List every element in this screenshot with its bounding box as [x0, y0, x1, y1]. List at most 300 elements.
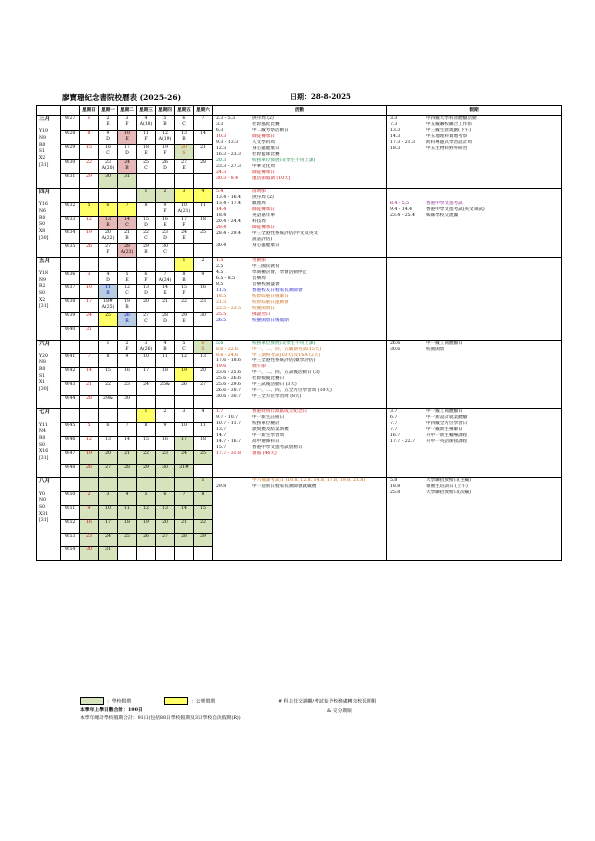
- day-number: 20: [105, 450, 111, 456]
- header-week: [61, 106, 80, 116]
- cycle-day-label: E: [163, 222, 167, 228]
- day-number: 25: [200, 230, 206, 236]
- day-number: 29: [86, 174, 92, 180]
- day-number: 27: [105, 244, 111, 250]
- day-number: 14: [181, 505, 187, 511]
- holiday-text: 香港中學文憑考試: [426, 200, 463, 206]
- day-number: 14: [86, 368, 92, 374]
- month-stat: [31]: [39, 304, 49, 310]
- day-cell: [80, 271, 99, 285]
- day-number: 16: [162, 437, 168, 443]
- week-number: W46: [61, 437, 80, 451]
- day-number: 11: [124, 505, 130, 511]
- holiday-text: 中四級大學科普體驗活動: [426, 116, 477, 121]
- day-cell: [156, 230, 175, 244]
- day-number: 24: [86, 313, 92, 318]
- day-number: 27: [181, 159, 187, 165]
- activity-text: 香港中學文憑考試放榜日: [252, 445, 303, 451]
- public-holiday-label: ：公眾假期: [191, 699, 216, 705]
- month-stat: S0: [39, 442, 46, 448]
- day-number: 27: [200, 381, 206, 387]
- day-number: 18: [124, 519, 130, 525]
- day-cell: [194, 547, 213, 561]
- month-stat: S0: [39, 291, 46, 297]
- activity-text: 供序周 (2): [252, 116, 274, 121]
- day-number: 17: [105, 519, 111, 525]
- day-number: 9: [163, 423, 167, 429]
- activity-date: 13.4 - 17.4: [216, 200, 241, 206]
- week-number: W53: [61, 533, 80, 547]
- day-number: 28: [181, 533, 187, 539]
- day-cell: [99, 340, 118, 354]
- day-number: 8: [182, 271, 186, 277]
- holiday-text: 中一級工商體驗日: [426, 340, 463, 346]
- day-cell: [118, 409, 137, 423]
- day-cell: [156, 326, 175, 340]
- month-stat: N9: [39, 135, 46, 141]
- day-cell: [175, 230, 194, 244]
- activity-text: 中一迎新日暨家長教師會就職禮: [252, 484, 317, 490]
- activity-text: 學期檢討會，學會活動停止: [252, 269, 308, 275]
- day-number: 24: [143, 381, 149, 387]
- holiday-date: 25.8: [390, 490, 401, 496]
- day-cell: [175, 395, 194, 409]
- day-number: 17: [86, 299, 92, 305]
- day-number: 5: [87, 423, 91, 429]
- holiday-text: 中一新設計就業體驗: [426, 415, 468, 421]
- day-cell: [194, 299, 213, 313]
- day-cell: [194, 145, 213, 160]
- cycle-day-label: D: [144, 222, 148, 228]
- day-cell: [118, 423, 137, 437]
- day-cell: [118, 381, 137, 395]
- day-number: 2: [106, 116, 110, 121]
- day-number: 14: [124, 216, 130, 222]
- cycle-day-label: D: [106, 136, 110, 142]
- activity-text: 中三全港性系統評估(中文及英文: [252, 230, 319, 236]
- month-cell: [37, 188, 61, 257]
- month-cell: [37, 116, 61, 189]
- day-cell: [80, 464, 99, 478]
- day-cell: [137, 130, 156, 145]
- day-cell: [194, 492, 213, 506]
- day-number: 15: [181, 285, 187, 291]
- activity-text: 校際綜藝日運動會: [252, 299, 289, 305]
- day-number: 23: [105, 159, 111, 165]
- activity-text: 科技周: [252, 218, 266, 224]
- calendar-row: [37, 257, 562, 264]
- holiday-date: 7.7: [390, 427, 398, 433]
- legend: [80, 697, 550, 707]
- column-header: 星期四: [156, 106, 175, 116]
- month-stat: N0: [39, 498, 46, 504]
- day-number: 6: [182, 116, 186, 121]
- day-number: 3: [87, 271, 91, 277]
- day-cell: [99, 244, 118, 258]
- day-cell: [80, 395, 99, 409]
- day-number: 14: [200, 130, 206, 136]
- school-holiday-swatch: [80, 697, 104, 705]
- day-cell: [194, 230, 213, 244]
- day-cell: [175, 159, 194, 174]
- cycle-day-label: C: [182, 121, 186, 127]
- day-cell: [194, 313, 213, 327]
- day-cell: [137, 519, 156, 533]
- day-number: 12: [86, 216, 92, 222]
- activity-text: 中一、二、四、五全方位學習周 (10天): [252, 388, 332, 394]
- month-stat: X8: [39, 228, 46, 234]
- day-cell: [80, 478, 99, 492]
- day-number: 16: [124, 368, 130, 374]
- holiday-date: 3.7: [390, 409, 398, 415]
- day-number: 23: [86, 533, 92, 539]
- day-cell: [194, 519, 213, 533]
- day-cell: [175, 478, 194, 492]
- day-number: 19: [86, 230, 92, 236]
- holiday-date: 30.6: [390, 346, 401, 352]
- week-number: W27: [61, 116, 80, 131]
- day-number: 7: [87, 354, 91, 360]
- month-stats: [39, 423, 60, 463]
- day-number: 30: [105, 174, 111, 180]
- month-stat: [30]: [39, 387, 49, 393]
- day-cell: [137, 313, 156, 327]
- day-cell: [156, 174, 175, 189]
- day-number: 18#: [103, 299, 113, 305]
- day-number: 13: [162, 505, 168, 511]
- holiday-date: 14.3: [390, 133, 401, 139]
- day-cell: [156, 145, 175, 160]
- day-cell: [156, 271, 175, 285]
- day-number: 8: [106, 354, 110, 360]
- week-number: W42: [61, 368, 80, 382]
- day-cell: [80, 216, 99, 230]
- day-number: 20: [143, 299, 149, 305]
- day-cell: [118, 326, 137, 340]
- day-cell: [156, 533, 175, 547]
- cycle-day-label: D: [144, 291, 148, 297]
- day-cell: [156, 257, 175, 271]
- day-number: 21: [162, 299, 168, 305]
- cycle-day-label: E: [182, 236, 186, 242]
- month-stat: X31: [39, 511, 49, 517]
- cycle-day-label: B: [125, 165, 129, 171]
- day-cell: [194, 159, 213, 174]
- day-number: 31#: [179, 464, 189, 470]
- day-cell: [175, 244, 194, 258]
- month-stat: [31]: [39, 162, 49, 168]
- day-number: 2: [163, 188, 167, 194]
- activity-text: 校慶開放日: [252, 305, 275, 311]
- day-cell: [99, 216, 118, 230]
- holiday-text: 校園開放: [426, 346, 445, 352]
- day-number: 24: [181, 450, 187, 456]
- day-number: 12: [124, 285, 130, 291]
- day-cell: [175, 313, 194, 327]
- activity-date: 14.7: [216, 433, 227, 439]
- day-number: 26: [143, 533, 149, 539]
- day-cell: [137, 326, 156, 340]
- day-cell: [80, 409, 99, 423]
- activity-text: 香港特別行政區成立紀念日: [252, 409, 308, 415]
- month-label: 七月: [39, 409, 51, 416]
- day-number: 25: [105, 313, 111, 318]
- day-cell: [137, 159, 156, 174]
- month-stat: R0: [39, 436, 46, 442]
- day-cell: [99, 505, 118, 519]
- cycle-day-label: D: [163, 165, 167, 171]
- day-cell: [175, 505, 194, 519]
- activity-date: 13.4 - 16.4: [216, 194, 241, 200]
- activity-date: 14.7 - 16.7: [216, 439, 241, 445]
- day-cell: [99, 130, 118, 145]
- cycle-day-label: S: [201, 346, 205, 352]
- month-stat: S0: [39, 222, 46, 228]
- month-stat: N4: [39, 429, 46, 435]
- activity-date: 11.5: [216, 287, 227, 293]
- cycle-day-label: A(21): [177, 208, 191, 214]
- day-cell: [175, 202, 194, 216]
- day-cell: [194, 326, 213, 340]
- activity-text: 師徒傳承日: [252, 133, 275, 139]
- month-stat: S0: [39, 504, 46, 510]
- day-cell: [175, 299, 194, 313]
- day-number: 27: [162, 533, 168, 539]
- activity-text: 校慶開放日後假期: [252, 317, 289, 323]
- activity-text: 社際模擬比賽日: [252, 376, 285, 382]
- day-cell: [99, 437, 118, 451]
- day-cell: [156, 492, 175, 506]
- week-number: W47: [61, 450, 80, 464]
- activity-date: 15.7: [216, 445, 227, 451]
- day-cell: [175, 145, 194, 160]
- day-cell: [80, 423, 99, 437]
- column-header: 活動: [213, 106, 387, 116]
- day-number: 26: [86, 464, 92, 470]
- week-number: W45: [61, 423, 80, 437]
- activity-date: 25.6 - 29.6: [216, 382, 241, 388]
- day-cell: [118, 368, 137, 382]
- day-number: 19: [162, 145, 168, 151]
- cycle-day-label: B: [163, 121, 167, 127]
- week-number: W44: [61, 395, 80, 409]
- day-number: 13: [181, 130, 187, 136]
- holiday-date: 18.3: [390, 145, 401, 151]
- activity-date: 18.4: [216, 212, 227, 218]
- day-cell: [80, 202, 99, 216]
- day-number: 23: [162, 230, 168, 236]
- day-number: 14: [162, 285, 168, 291]
- activity-date: 26.5: [216, 317, 227, 323]
- month-stat: X16: [39, 449, 49, 455]
- cycle-day-label: C: [144, 236, 148, 242]
- day-number: 17: [124, 145, 130, 151]
- cycle-day-label: D: [106, 277, 110, 283]
- day-number: 14: [124, 437, 130, 443]
- holiday-date: 5.8: [390, 478, 398, 484]
- day-cell: [156, 313, 175, 327]
- day-cell: [194, 271, 213, 285]
- cycle-day-label: F: [125, 121, 129, 127]
- day-cell: [194, 174, 213, 189]
- day-cell: [194, 409, 213, 423]
- day-cell: [156, 423, 175, 437]
- day-number: 31: [105, 547, 111, 553]
- school-holiday-label: ：學校假期: [107, 699, 131, 705]
- month-label: 五月: [39, 257, 51, 264]
- week-number: W30: [61, 159, 80, 174]
- day-number: 7: [182, 492, 186, 498]
- day-number: 29: [181, 313, 187, 318]
- month-stat: R0: [39, 215, 46, 221]
- cycle-day-label: F: [182, 222, 186, 228]
- holidays-cell: [387, 340, 562, 409]
- week-number: W37: [61, 285, 80, 299]
- holidays-cell: [387, 478, 562, 561]
- month-stat: X2: [39, 297, 46, 303]
- cycle-day-label: D: [163, 318, 167, 324]
- day-number: 18: [143, 145, 149, 151]
- month-cell: [37, 257, 61, 340]
- day-cell: [194, 505, 213, 519]
- week-number: W41: [61, 354, 80, 368]
- day-number: 11: [143, 130, 149, 136]
- holiday-text: 大學聯招放榜日(次輪): [426, 490, 471, 496]
- day-number: 24: [105, 533, 111, 539]
- holiday-date: 26.6: [390, 340, 401, 346]
- day-cell: [118, 340, 137, 354]
- month-label: 三月: [39, 116, 51, 122]
- day-number: 2: [163, 409, 167, 415]
- day-cell: [175, 257, 194, 271]
- day-cell: [156, 437, 175, 451]
- cycle-day-label: A(19): [158, 136, 172, 142]
- day-number: 22: [86, 159, 92, 165]
- day-cell: [175, 533, 194, 547]
- activities-cell: [213, 116, 387, 189]
- activity-date: 4.5: [216, 269, 224, 275]
- day-number: 22: [105, 381, 111, 387]
- week-number: [61, 478, 80, 492]
- day-cell: [194, 244, 213, 258]
- day-number: 5: [87, 202, 91, 208]
- activity-date: 17.6 - 18.6: [216, 358, 241, 364]
- column-header: 假期: [387, 106, 562, 116]
- cycle-day-label: B: [182, 136, 186, 142]
- holiday-item: [390, 146, 561, 152]
- day-number: 6: [163, 492, 167, 498]
- holiday-date: 6.7: [390, 415, 398, 421]
- month-stat: Y16: [39, 202, 48, 208]
- day-number: 20: [105, 230, 111, 236]
- day-number: 15: [105, 368, 111, 374]
- activity-text: 端午節: [252, 364, 266, 370]
- month-stat: R0: [39, 142, 46, 148]
- week-number: [61, 188, 80, 202]
- day-cell: [80, 533, 99, 547]
- holiday-date: 23.4 - 25.4: [390, 212, 415, 218]
- activity-date: 5.6: [216, 340, 224, 346]
- holiday-date: 17.7 - 22.7: [390, 439, 415, 445]
- calendar-row: [37, 409, 562, 416]
- cycle-day-label: E: [144, 151, 148, 157]
- holiday-text: 領袖生培訓日 (上午): [426, 484, 468, 490]
- day-cell: [118, 244, 137, 258]
- day-number: 21: [181, 519, 187, 525]
- activities-cell: [213, 340, 387, 409]
- day-cell: [99, 230, 118, 244]
- day-cell: [137, 340, 156, 354]
- day-cell: [99, 519, 118, 533]
- holiday-item: [390, 347, 561, 353]
- activity-text: 佛誕翌日: [252, 311, 271, 317]
- day-number: 6: [106, 423, 110, 429]
- day-number: 12: [181, 354, 187, 360]
- cycle-day-label: D: [125, 151, 129, 157]
- activity-text: 身心靈健康日: [252, 242, 280, 248]
- activity-date: 30.4: [216, 242, 227, 248]
- activity-date: 19.6: [216, 364, 227, 370]
- day-cell: [156, 285, 175, 299]
- cycle-day-label: B: [106, 222, 110, 228]
- activity-date: 14.4: [216, 206, 227, 212]
- day-cell: [194, 340, 213, 354]
- day-cell: [118, 188, 137, 202]
- legend-note-marks: & 交分期限: [327, 709, 352, 714]
- day-number: 16: [86, 519, 92, 525]
- day-number: 20: [200, 368, 206, 374]
- activity-date: 26.6 - 30.7: [216, 388, 241, 394]
- day-cell: [175, 354, 194, 368]
- week-number: [61, 257, 80, 271]
- cycle-day-label: A(23): [120, 250, 134, 256]
- day-number: 7: [163, 271, 167, 277]
- day-cell: [194, 285, 213, 299]
- cycle-day-label: A(18): [139, 121, 153, 127]
- day-cell: [175, 519, 194, 533]
- activity-text: 中一、二、四、五級期考試(15天): [252, 346, 322, 352]
- day-cell: [118, 547, 137, 561]
- cycle-day-label: D: [163, 236, 167, 242]
- activity-date: 9.3 - 13.3: [216, 139, 239, 145]
- column-header: 星期二: [118, 106, 137, 116]
- day-cell: [80, 299, 99, 313]
- day-cell: [99, 492, 118, 506]
- day-number: 3: [106, 492, 110, 498]
- day-number: 22: [143, 230, 149, 236]
- month-stats: [39, 129, 60, 169]
- activity-text: 中三國民教育: [252, 263, 280, 269]
- day-cell: [137, 354, 156, 368]
- day-cell: [137, 478, 156, 492]
- day-number: 30: [162, 464, 168, 470]
- cycle-day-label: B: [182, 277, 186, 283]
- activity-text: 復活節假期 (10天): [252, 175, 291, 181]
- day-cell: [80, 450, 99, 464]
- day-number: 27: [143, 313, 149, 318]
- day-cell: [99, 145, 118, 160]
- holiday-text: 中一級工商體驗日: [426, 409, 463, 415]
- day-number: 8: [87, 130, 91, 136]
- day-cell: [99, 354, 118, 368]
- day-number: 26: [162, 159, 168, 165]
- day-number: 19: [143, 519, 149, 525]
- day-cell: [80, 519, 99, 533]
- cycle-day-label: B: [125, 236, 129, 242]
- day-cell: [99, 159, 118, 174]
- day-number: 26: [124, 313, 130, 318]
- activity-text: 中三試後活動日 (3天): [252, 382, 297, 388]
